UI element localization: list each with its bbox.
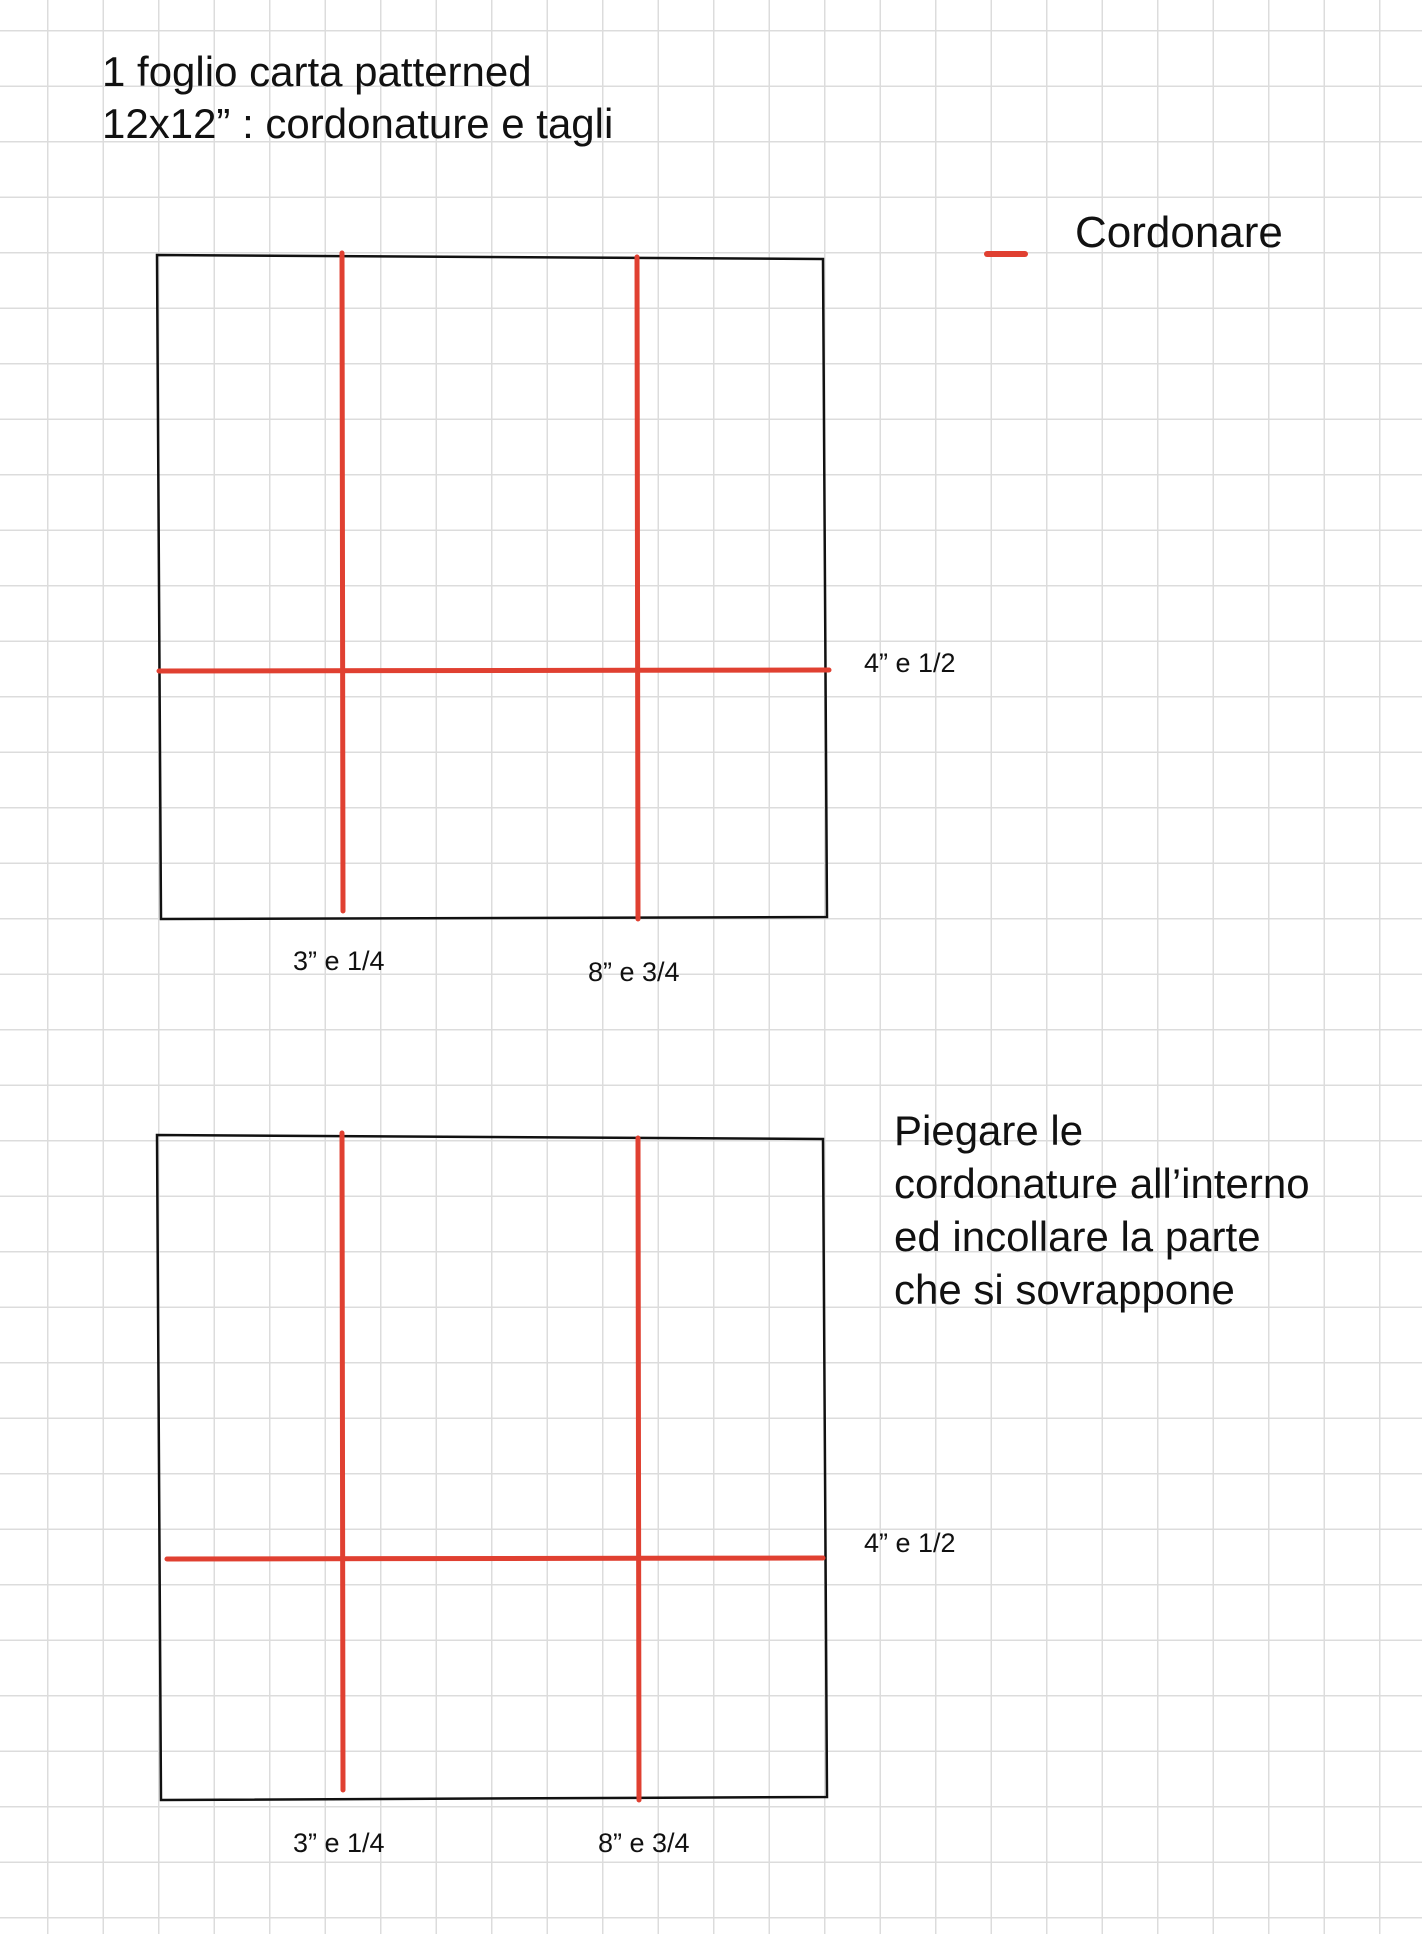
dim-horizontal-top: 4” e 1/2	[864, 648, 956, 678]
crease-vertical-right-bottom	[638, 1138, 639, 1800]
crease-vertical-left-top	[342, 253, 343, 911]
crease-horizontal-bottom	[167, 1558, 823, 1559]
diagram-top	[157, 253, 829, 919]
instructions-line-2: cordonature all’interno	[894, 1160, 1310, 1207]
instructions-line-4: che si sovrappone	[894, 1266, 1235, 1313]
dim-vertical-left-top: 3” e 1/4	[293, 946, 385, 976]
sheet-outline-top	[157, 255, 827, 919]
title-line-2: 12x12” : cordonature e tagli	[102, 100, 614, 147]
instructions-line-3: ed incollare la parte	[894, 1213, 1261, 1260]
instructions-line-1: Piegare le	[894, 1107, 1084, 1154]
diagram-bottom	[157, 1133, 827, 1800]
title-line-1: 1 foglio carta patterned	[102, 48, 532, 95]
dim-vertical-left-bottom: 3” e 1/4	[293, 1828, 385, 1858]
legend-label: Cordonare	[1075, 208, 1283, 257]
crease-vertical-left-bottom	[342, 1133, 343, 1790]
dim-vertical-right-top: 8” e 3/4	[588, 957, 680, 987]
dim-vertical-right-bottom: 8” e 3/4	[598, 1828, 690, 1858]
dim-horizontal-bottom: 4” e 1/2	[864, 1528, 956, 1558]
sheet-outline-bottom	[157, 1135, 827, 1800]
crease-horizontal-top	[159, 670, 829, 671]
instructions	[894, 1104, 1310, 1316]
crease-vertical-right-top	[637, 257, 638, 919]
